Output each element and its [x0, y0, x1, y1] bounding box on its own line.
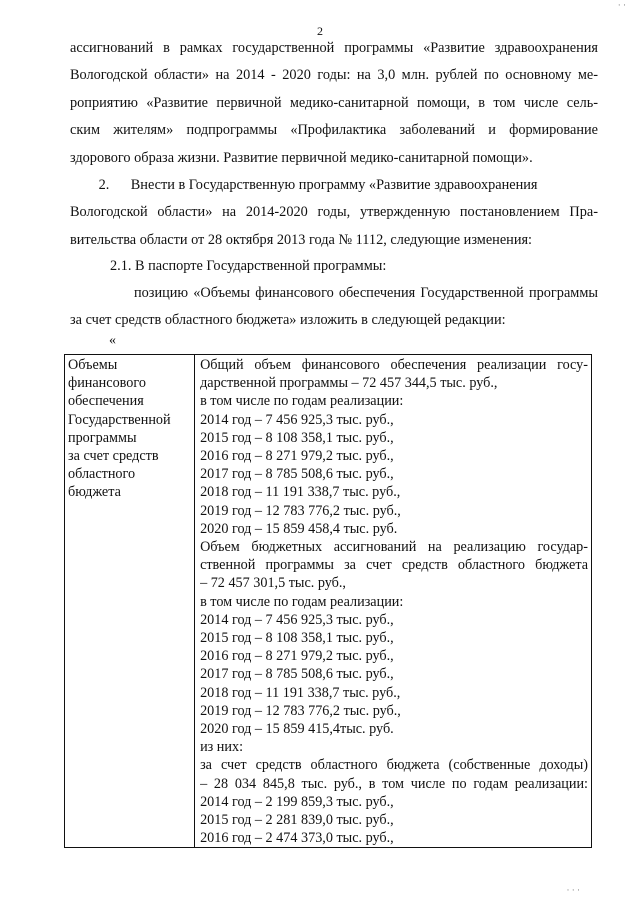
position-name-line: бюджета [68, 484, 121, 501]
position-value-line: 2015 год – 8 108 358,1 тыс. руб., [200, 429, 394, 446]
position-value-line: 2017 год – 8 785 508,6 тыс. руб., [200, 466, 394, 483]
paragraph4-line: за счет средств областного бюджета» изложить в следующей редакции: [70, 312, 506, 329]
position-value-line: дарственной программы – 72 457 344,5 тыс. руб., [200, 375, 498, 392]
position-value-line: в том числе по годам реализации: [200, 393, 404, 410]
position-value-line: 2015 год – 8 108 358,1 тыс. руб., [200, 630, 394, 647]
corner-mark: · · [617, 0, 626, 10]
position-value-line: 2014 год – 2 199 859,3 тыс. руб., [200, 793, 394, 810]
position-value-line: – 72 457 301,5 тыс. руб., [200, 575, 346, 592]
paragraph2-line: 2. Внести в Государственную программу «Развитие здравоохранения [70, 177, 538, 193]
financing-table [64, 354, 592, 848]
position-value-cell [195, 355, 592, 848]
position-name-line: областного [68, 466, 136, 483]
position-value-line: ственной программы за счет средств областного бюджета [200, 557, 588, 574]
position-value-line: 2015 год – 2 281 839,0 тыс. руб., [200, 812, 394, 829]
paragraph2-line: Вологодской области» на 2014-2020 годы, утвержденную постановлением Пра- [70, 204, 598, 221]
position-value-line: 2020 год – 15 859 415,4тыс. руб. [200, 721, 394, 738]
position-value-line: 2018 год – 11 191 338,7 тыс. руб., [200, 684, 401, 701]
paragraph1-line: роприятию «Развитие первичной медико-санитарной помощи, в том числе сель- [70, 94, 598, 111]
position-value-line: – 28 034 845,8 тыс. руб., в том числе по годам реализации: [200, 775, 588, 792]
position-value-line: Объем бюджетных ассигнований на реализацию государ- [200, 539, 588, 556]
position-value-line: 2019 год – 12 783 776,2 тыс. руб., [200, 702, 401, 719]
position-name-line: программы [68, 429, 137, 446]
position-name-line: Объемы [68, 357, 118, 373]
bottom-mark: · · · [566, 885, 580, 895]
paragraph-item-2 [70, 172, 598, 254]
position-name-line: Государственной [68, 411, 171, 428]
position-value-line: Общий объем финансового обеспечения реализации госу- [200, 357, 588, 373]
table-row [65, 355, 592, 848]
position-value-line: 2016 год – 2 474 373,0 тыс. руб., [200, 830, 394, 847]
position-value-line: 2017 год – 8 785 508,6 тыс. руб., [200, 666, 394, 683]
position-name-line: за счет средств [68, 448, 159, 465]
position-value-line: из них: [200, 739, 244, 756]
opening-quote: « [109, 333, 116, 348]
paragraph2-line: вительства области от 28 октября 2013 года № 1112, следующие изменения: [70, 231, 533, 248]
paragraph1-line: ским жителям» подпрограммы «Профилактика заболеваний и формирование [70, 122, 598, 139]
position-name-line: обеспечения [68, 393, 144, 410]
paragraph4-line: позицию «Объемы финансового обеспечения Государственной программы [134, 285, 598, 301]
paragraph-item-2-1: 2.1. В паспорте Государственной программы: [110, 258, 387, 274]
paragraph1-line: здорового образа жизни. Развитие первичной медико-санитарной помощи». [70, 149, 533, 166]
paragraph-position [70, 280, 598, 335]
position-name-line: финансового [68, 375, 146, 392]
position-value-line: в том числе по годам реализации: [200, 593, 404, 610]
position-value-line: 2016 год – 8 271 979,2 тыс. руб., [200, 648, 394, 665]
position-value-line: 2014 год – 7 456 925,3 тыс. руб., [200, 411, 394, 428]
position-value-line: 2016 год – 8 271 979,2 тыс. руб., [200, 448, 394, 465]
paragraph1-line: ассигнований в рамках государственной программы «Развитие здравоохранения [70, 40, 598, 56]
paragraph1-line: Вологодской области» на 2014 - 2020 годы: на 3,0 млн. рублей по основному ме- [70, 67, 598, 84]
position-value-line: 2018 год – 11 191 338,7 тыс. руб., [200, 484, 401, 501]
position-name-cell [65, 355, 195, 848]
position-value-line: за счет средств областного бюджета (собственные доходы) [200, 757, 588, 774]
position-value-line: 2014 год – 7 456 925,3 тыс. руб., [200, 611, 394, 628]
paragraph-appropriations [70, 35, 598, 172]
position-value-line: 2019 год – 12 783 776,2 тыс. руб., [200, 502, 401, 519]
page-number: 2 [317, 24, 323, 38]
position-value-line: 2020 год – 15 859 458,4 тыс. руб. [200, 520, 398, 537]
